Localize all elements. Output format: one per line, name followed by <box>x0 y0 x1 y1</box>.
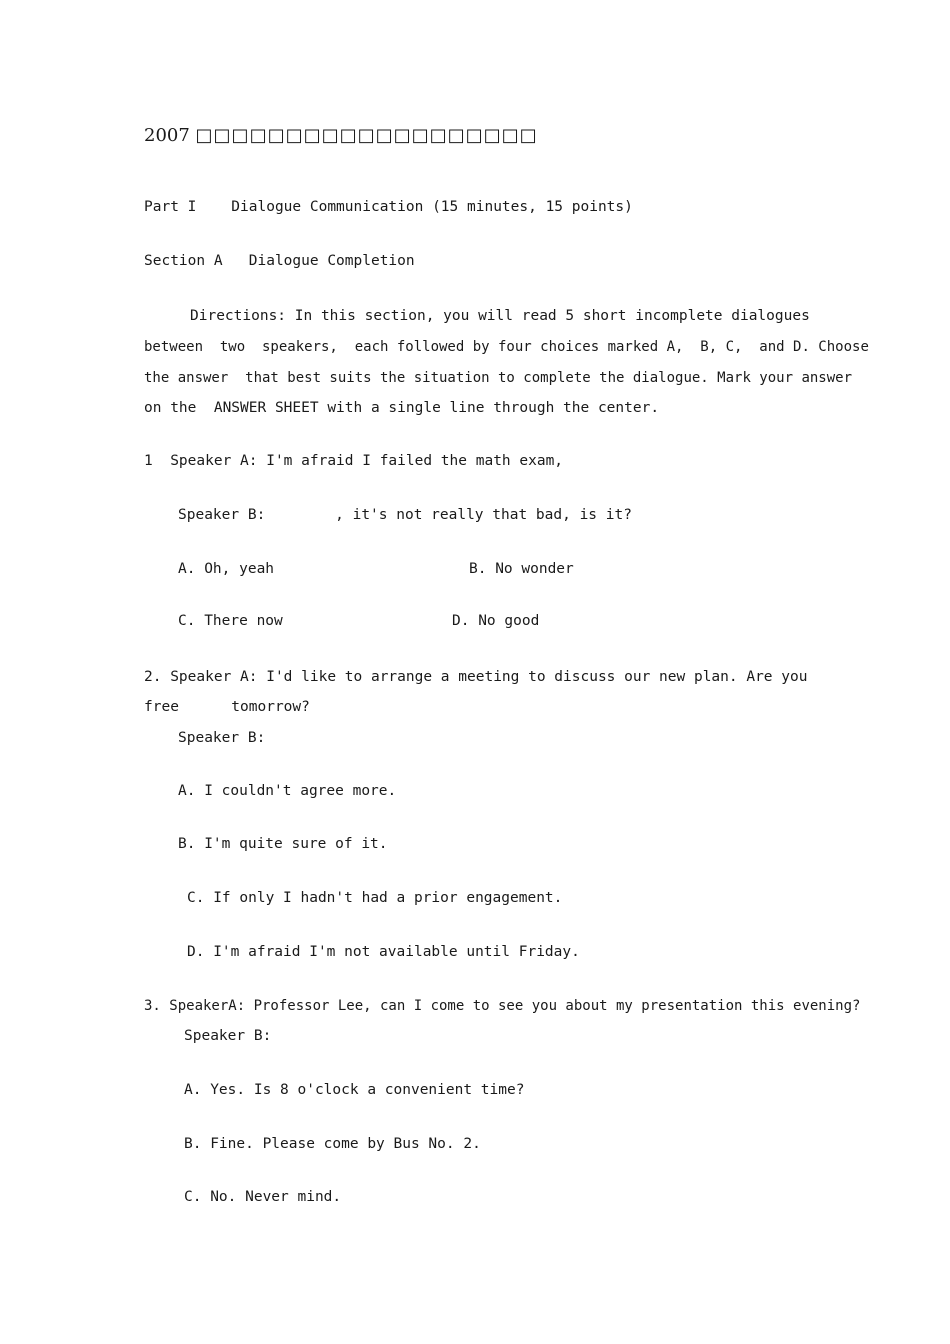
q1-option-c: C. There now <box>178 613 283 629</box>
title-year: 2007 <box>144 125 190 146</box>
q2-speaker-b: Speaker B: <box>178 730 266 746</box>
q2-option-d: D. I'm afraid I'm not available until Friday. <box>187 944 580 960</box>
title-text: □□□□□□□□□□□□□□□□□□□ <box>195 125 538 146</box>
q1-option-b: B. No wonder <box>469 561 574 577</box>
q2-speaker-a-line-2: free tomorrow? <box>144 699 310 715</box>
q2-option-a: A. I couldn't agree more. <box>178 783 397 799</box>
q3-option-c: C. No. Never mind. <box>184 1189 342 1205</box>
q3-speaker-a: 3. SpeakerA: Professor Lee, can I come to see you about my presentation this evening? <box>144 998 861 1014</box>
q2-option-c: C. If only I hadn't had a prior engagement. <box>187 890 563 906</box>
directions-line-1: Directions: In this section, you will read 5 short incomplete dialogues <box>190 308 810 324</box>
q1-option-d: D. No good <box>452 613 540 629</box>
q3-option-b: B. Fine. Please come by Bus No. 2. <box>184 1136 481 1152</box>
q3-option-a: A. Yes. Is 8 o'clock a convenient time? <box>184 1082 525 1098</box>
part-heading: Part I Dialogue Communication (15 minutes, 15 points) <box>144 199 633 215</box>
directions-line-3: the answer that best suits the situation to complete the dialogue. Mark your answer <box>144 370 853 386</box>
q1-speaker-b: Speaker B: , it's not really that bad, is it? <box>178 507 632 523</box>
q1-speaker-a: 1 Speaker A: I'm afraid I failed the math exam, <box>144 453 564 469</box>
directions-line-4: on the ANSWER SHEET with a single line through the center. <box>144 400 660 416</box>
q3-speaker-b: Speaker B: <box>184 1028 272 1044</box>
page-title <box>144 127 538 145</box>
section-heading: Section A Dialogue Completion <box>144 253 415 269</box>
q1-option-a: A. Oh, yeah <box>178 561 275 577</box>
directions-line-2: between two speakers, each followed by four choices marked A, B, C, and D. Choose <box>144 339 869 355</box>
q2-option-b: B. I'm quite sure of it. <box>178 836 388 852</box>
q2-speaker-a-line-1: 2. Speaker A: I'd like to arrange a meeting to discuss our new plan. Are you <box>144 669 808 685</box>
